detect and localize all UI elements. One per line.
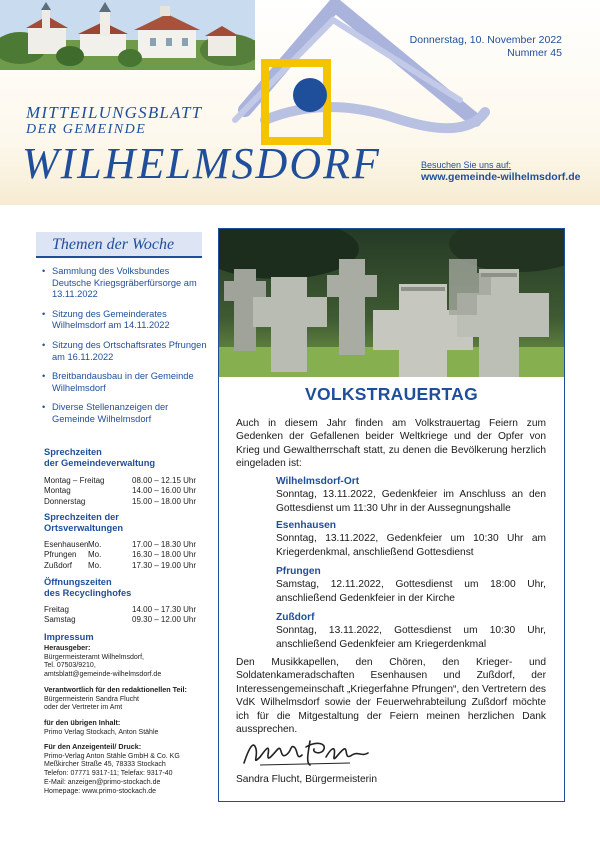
signature-name: Sandra Flucht, Bürgermeisterin	[236, 774, 377, 785]
sprechzeiten-table	[44, 476, 209, 507]
table-row	[44, 476, 209, 486]
row-day: Mo.	[88, 540, 102, 549]
event-place: Zußdorf	[276, 612, 315, 623]
row-time: 08.00 – 12.15 Uhr	[132, 476, 197, 485]
website-link[interactable]: www.gemeinde-wilhelmsdorf.de	[421, 171, 581, 183]
event-item	[276, 565, 546, 605]
event-text: Sonntag, 13.11.2022, Gedenkfeier um 10:30 Uhr am Kriegerdenkmal, anschließend Gottesdienst	[276, 533, 546, 558]
handwritten-signature	[240, 735, 370, 770]
row-time: 16.30 – 18.00 Uhr	[132, 550, 197, 560]
impressum-line: Bürgermeisteramt Wilhelmsdorf,	[44, 653, 144, 661]
row-time: 17.00 – 18.30 Uhr	[132, 540, 197, 549]
impressum-other	[44, 719, 214, 737]
impressum-editorial	[44, 686, 214, 713]
masthead-title: WILHELMSDORF	[22, 139, 381, 188]
row-day: Samstag	[44, 615, 76, 625]
article-closing: Den Musikkapellen, den Chören, den Krieger- und Soldatenkameradschaften Esenhausen und Zußdorf, der Interessengemeinschaft „Kriegerfahne Pfrungen“, den Vertretern des VdK Wilhelmsdorf sowie der Feuerwehrabteilung Zußdorf möchte ich für die Mitgestaltung der Feiern meinen herzlichen Dank aussprechen.	[236, 657, 546, 736]
row-time: 15.00 – 18.00 Uhr	[132, 496, 197, 506]
row-time: 17.30 – 19.00 Uhr	[132, 560, 197, 570]
impressum-line: Primo Verlag Stockach, Anton Stähle	[44, 728, 159, 736]
impressum-head: Herausgeber:	[44, 643, 91, 652]
ortsverwaltungen-table	[44, 540, 209, 571]
gravestone-crosses-photo	[219, 229, 564, 377]
list-item[interactable]: • Breitbandausbau in der Gemeinde Wilhelmsdorf	[42, 371, 207, 394]
row-day: Montag – Freitag	[44, 476, 105, 485]
row-place: Pfrungen	[44, 550, 77, 560]
event-item	[276, 519, 546, 559]
row-place: Zußdorf	[44, 560, 73, 570]
impressum-print	[44, 743, 214, 796]
impressum-heading: Impressum	[44, 632, 94, 642]
table-row	[44, 561, 209, 571]
masthead-line1: MITTEILUNGSBLATT	[26, 103, 203, 122]
issue-info	[410, 34, 562, 60]
recyclinghof-heading: Öffnungszeiten des Recyclinghofes	[44, 577, 132, 598]
issue-number: Nummer 45	[507, 47, 562, 59]
masthead-line2: DER GEMEINDE	[26, 122, 147, 137]
row-day: Donnerstag	[44, 496, 86, 506]
impressum-line: Meßkircher Straße 45, 78333 Stockach	[44, 761, 166, 769]
table-row	[44, 486, 209, 496]
article-title: VOLKSTRAUERTAG	[304, 384, 479, 404]
list-item[interactable]: • Sammlung des Volksbundes Deutsche Kriegsgräberfürsorge am 13.11.2022	[42, 266, 207, 301]
table-row	[44, 550, 209, 560]
themen-title: Themen der Woche	[52, 236, 175, 253]
impressum-line: Telefon: 07771 9317-11; Telefax: 9317-40	[44, 770, 173, 778]
article-intro: Auch in diesem Jahr finden am Volkstrauertag Feiern zum Gedenken der Gefallenen beider Weltkriege und der Opfer von Krieg und Gewaltherrschaft statt, zu denen die Bevölkerung herzlich eingeladen ist:	[236, 418, 546, 470]
row-time: 09.30 – 12.00 Uhr	[132, 615, 197, 625]
event-place: Pfrungen	[276, 566, 321, 577]
recyclinghof-table	[44, 605, 209, 626]
row-time: 14.00 – 17.30 Uhr	[132, 605, 197, 614]
row-day: Montag	[44, 486, 71, 496]
sprechzeiten-heading: Sprechzeiten der Gemeindeverwaltung	[44, 447, 156, 468]
impressum-head: Für den Anzeigenteil/ Druck:	[44, 742, 142, 751]
event-place: Wilhelmsdorf-Ort	[276, 476, 360, 487]
row-day: Freitag	[44, 605, 69, 614]
list-item[interactable]: • Sitzung des Ortschaftsrates Pfrungen am 16.11.2022	[42, 340, 207, 363]
event-item	[276, 475, 546, 515]
impressum-line: Primo-Verlag Anton Stähle GmbH & Co. KG	[44, 752, 180, 760]
impressum-line: oder der Vertreter im Amt	[44, 704, 123, 712]
event-text: Sonntag, 13.11.2022, Gottesdienst um 10:30 Uhr, anschließend Gedenkfeier am Kriegerdenkmal	[276, 625, 546, 650]
impressum-line[interactable]: Homepage: www.primo-stockach.de	[44, 787, 157, 795]
impressum-publisher	[44, 644, 214, 680]
row-day: Mo.	[88, 560, 102, 570]
issue-date: Donnerstag, 10. November 2022	[409, 34, 562, 46]
event-place: Esenhausen	[276, 520, 337, 531]
table-row	[44, 615, 209, 625]
event-text: Sonntag, 13.11.2022, Gedenkfeier im Anschluss an den Gottesdienst um 11:30 Uhr in der Aussegnungshalle	[276, 489, 546, 514]
event-item	[276, 611, 546, 651]
visit-label: Besuchen Sie uns auf:	[421, 160, 512, 170]
impressum-line[interactable]: E-Mail: anzeigen@primo-stockach.de	[44, 778, 161, 786]
impressum-head: für den übrigen Inhalt:	[44, 718, 121, 727]
impressum-line: Bürgermeisterin Sandra Flucht	[44, 695, 139, 703]
topics-list	[42, 266, 207, 434]
list-item[interactable]: • Sitzung des Gemeinderates Wilhelmsdorf am 14.11.2022	[42, 309, 207, 332]
table-row	[44, 497, 209, 507]
table-row	[44, 540, 209, 550]
row-time: 14.00 – 16.00 Uhr	[132, 486, 197, 496]
event-text: Samstag, 12.11.2022, Gottesdienst um 18:00 Uhr, anschließend Gedenkfeier in der Kirche	[276, 579, 546, 604]
impressum-head: Verantwortlich für den redaktionellen Teil:	[44, 685, 187, 694]
ortsverwaltungen-heading: Sprechzeiten der Ortsverwaltungen	[44, 512, 124, 533]
table-row	[44, 605, 209, 615]
row-place: Esenhausen	[44, 540, 89, 549]
impressum-line[interactable]: amtsblatt@gemeinde-wilhelmsdorf.de	[44, 671, 162, 679]
row-day: Mo.	[88, 550, 102, 560]
impressum-line: Tel. 07503/9210,	[44, 662, 96, 670]
list-item[interactable]: • Diverse Stellenanzeigen der Gemeinde Wilhelmsdorf	[42, 402, 207, 425]
